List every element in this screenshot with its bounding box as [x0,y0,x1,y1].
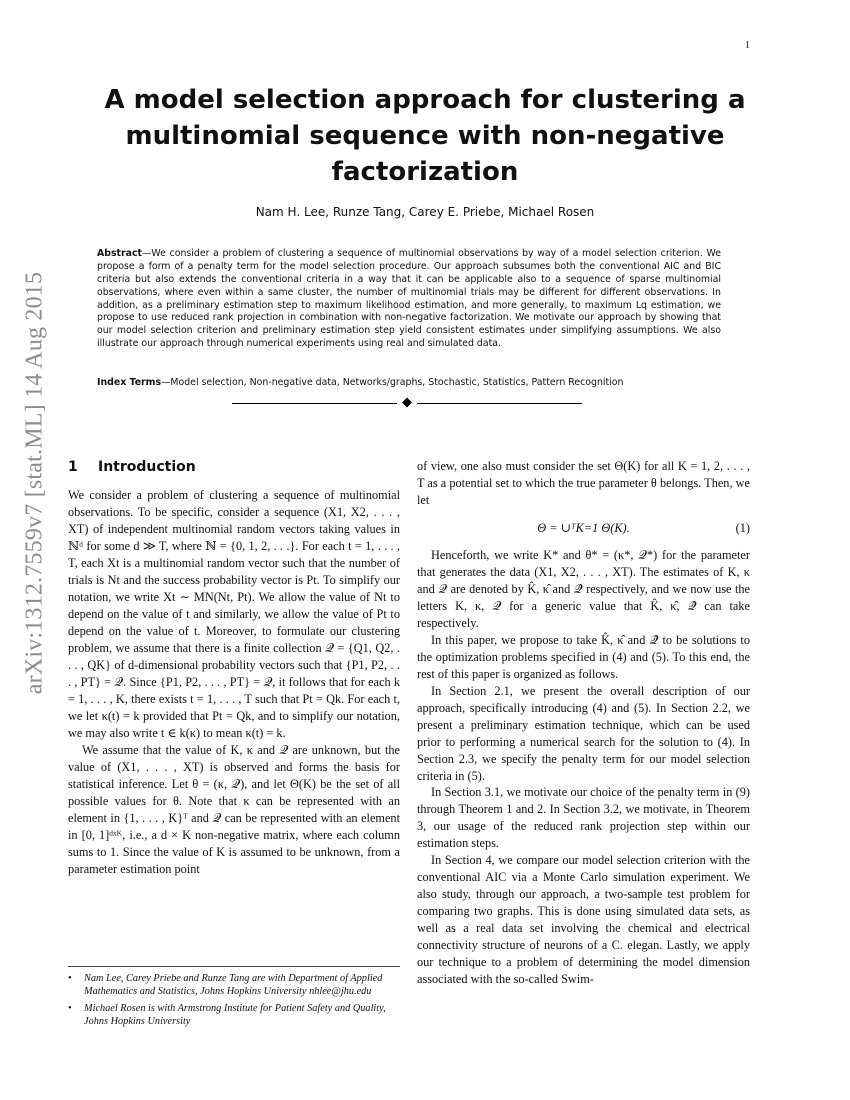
arxiv-identifier: arXiv:1312.7559v7 [stat.ML] 14 Aug 2015 [21,271,48,694]
right-paragraph-2: In this paper, we propose to take K̂, κ̂ and 𝒬̂ to be solutions to the optimization problems specified in (4) and (5). To this end, the rest of this paper is organized as follows. [417,632,750,681]
footnote-rule [68,966,400,967]
page-number: 1 [745,40,750,51]
footnote-item [68,1002,400,1029]
equation-text: Θ = ∪ᵀK=1 Θ(K). [537,520,630,535]
author-list: Nam H. Lee, Runze Tang, Carey E. Priebe, Michael Rosen [255,205,595,219]
paper-title: A model selection approach for clustering a multinomial sequence with non-negative factorization [104,85,746,188]
bullet-icon: • [68,1002,72,1014]
intro-paragraph-1: We consider a problem of clustering a sequence of multinomial observations. To be specific, consider a sequence (X1, X2, . . . , XT) of independent multinomial random vectors taking values in ℕᵈ for some d ≫ T, where ℕ = {0, 1, 2, . . .}. For each t = 1, . . . , T, each Xt is a multinomial random vector such that the number of trials is Nt and the success probability vector is Pt. To simplify our notation, we write Xt ∼ MN(Nt, Pt). We allow the value of Nt to depend on the value of t and similarly, we allow the value of Pt to depend on the value of t. Moreover, to formulate our clustering problem, we assume that there is a finite collection 𝒬 = {Q1, Q2, . . . , QK} of d-dimensional probability vectors such that {P1, P2, . . . , PT} = 𝒬. Since {P1, P2, . . . , PT} = 𝒬, it follows that for each k = 1, . . . , K, there exists t = 1, . . . , T such that Pt = Qk. For each t, we let κ(t) = k provided that Pt = Qk, and to simplify our notation, we may also write t ∈ k(κ) to mean κ(t) = k. [68,488,400,740]
bullet-icon: • [68,973,72,984]
right-paragraph-4: In Section 3.1, we motivate our choice of the penalty term in (9) through Theorem 1 and 2. In Section 3.2, we motivate, in Theorem 3, our usage of the reduced rank projection step within our estimation steps. [417,785,750,851]
footnote-text-2: Michael Rosen is with Armstrong Institute for Patient Safety and Quality, Johns Hopkins University [84,1002,386,1028]
abstract [97,248,721,351]
footnotes [68,972,400,1032]
footnote-text-1: Nam Lee, Carey Priebe and Runze Tang are with Department of Applied Mathematics and Statistics, Johns Hopkins University nhlee@jhu.edu [84,973,383,998]
arxiv-identifier-sidebar [10,271,60,694]
right-column-intro: of view, one also must consider the set Θ(K) for all K = 1, 2, . . . , T as a potential set to which the true parameter θ belongs. Then, we let [417,459,750,507]
index-terms-text: —Model selection, Non-negative data, Networks/graphs, Stochastic, Statistics, Pattern Recognition [161,377,624,388]
footnote-item [68,972,400,999]
right-paragraph-1: Henceforth, we write K* and θ* = (κ*, 𝒬*) for the parameter that generates the data (X1, X2, . . . , XT). The estimates of K, κ and 𝒬 are denoted by K̂, κ̂ and 𝒬̂ respectively, and we now use the letters K, κ, 𝒬 for a generic value that K̂, κ̂, 𝒬̂ can take respectively. [417,547,750,630]
index-terms [97,377,721,388]
right-paragraph-5: In Section 4, we compare our model selection criterion with the conventional AIC via a Monte Carlo simulation experiment. We also study, through our approach, a two-sample test problem for comparing two graphs. This is done using simulated data sets, as well as a real data set involving the chemical and electrical connectivity structure of neurons of a C. elegan. Lastly, we apply our technique to a problem of determining the model dimension associated with the so-called Swim- [417,853,750,987]
abstract-label: Abstract [97,248,143,259]
left-column [68,458,400,878]
section-heading [68,458,400,477]
equation-1 [417,517,750,539]
divider-line-left [232,403,397,404]
right-column [417,458,750,988]
intro-paragraph-2: We assume that the value of K, κ and 𝒬 are unknown, but the value of (X1, . . . , XT) is observed and forms the basis for statistical inference. Let θ = (κ, 𝒬), and let Θ(K) be the set of all possible values for θ. Note that κ can be represented with an element in {1, . . . , K}ᵀ and 𝒬 can be represented with an element in [0, 1]ᵈˣᴷ, i.e., a d × K non-negative matrix, where each column sums to 1. Since the value of K is assumed to be unknown, from a parameter estimation point [68,742,400,876]
abstract-text: —We consider a problem of clustering a sequence of multinomial observations by way of a model selection criterion. We propose a form of a penalty term for the model selection procedure. Our approach subsumes both the conventional AIC and BIC criteria but also extends the conventional criteria in a way that it can be applicable also to a sequence of sparse multinomial observations, where even within a same cluster, the number of multinomial trials may be different for different observations. In addition, as a preliminary estimation step to maximum likelihood estimation, and more generally, to maximum Lq estimation, we propose to use reduced rank projection in combination with non-negative factorization. We motivate our approach by showing that our model selection criterion and preliminary estimation step yield consistent estimates under simplifying assumptions. We also illustrate our approach through numerical experiments using real and simulated data. [97,248,721,350]
section-number: 1 [68,459,78,475]
section-title: Introduction [98,459,196,475]
diamond-ornament-icon [402,398,412,408]
index-terms-label: Index Terms [97,377,162,388]
section-divider [232,396,582,410]
divider-line-right [417,403,582,404]
equation-number: (1) [735,520,750,535]
right-paragraph-3: In Section 2.1, we present the overall description of our approach, specifically introducing (4) and (5). In Section 2.2, we present a preliminary estimation technique, which can be used prior to performing a numerical search for the solution to (4). In Section 2.3, we specify the penalty term for our model selection criteria in (5). [417,683,750,783]
